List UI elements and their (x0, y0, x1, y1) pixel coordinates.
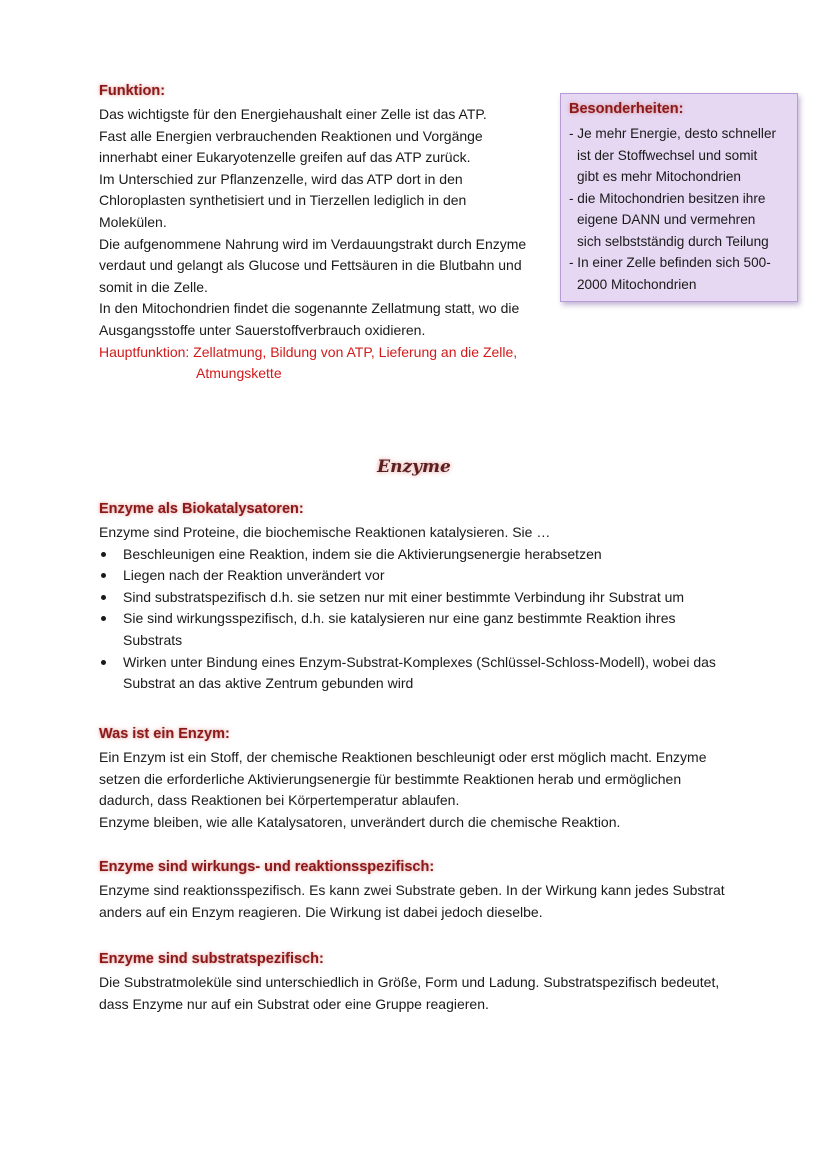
funktion-text (99, 104, 549, 385)
was-ist-heading: Was ist ein Enzym: (99, 726, 230, 742)
besonderheiten-box (560, 93, 798, 302)
text-line: Ein Enzym ist ein Stoff, der chemische Reaktionen beschleunigt oder erst möglich macht. Enzyme (99, 749, 707, 765)
list-item-text: Beschleunigen eine Reaktion, indem sie die Aktivierungsenergie herabsetzen (123, 545, 602, 562)
text-line: somit in die Zelle. (99, 278, 208, 295)
wirkungsspezifisch-text (99, 880, 739, 923)
text-line: Ausgangsstoffe unter Sauerstoffverbrauch oxidieren. (99, 321, 426, 338)
item-text: gibt es mehr Mitochondrien (577, 169, 741, 184)
text-line: Die aufgenommene Nahrung wird im Verdauungstrakt durch Enzyme (99, 235, 527, 252)
text-line: In den Mitochondrien findet die sogenannte Zellatmung statt, wo die (99, 300, 520, 317)
text-line: Im Unterschied zur Pflanzenzelle, wird das ATP dort in den (99, 170, 463, 187)
text-line: setzen die erforderliche Aktivierungsenergie für bestimmte Reaktionen herab und ermöglichen (99, 770, 682, 787)
was-ist-section (99, 726, 739, 833)
text-line: anders auf ein Enzym reagieren. Die Wirkung ist dabei jedoch dieselbe. (99, 903, 543, 920)
item-text: - In einer Zelle befinden sich 500- (569, 255, 771, 270)
list-item (99, 608, 739, 651)
text-line: verdaut und gelangt als Glucose und Fettsäuren in die Blutbahn und (99, 257, 522, 274)
list-item (99, 565, 739, 587)
list-item-text: Substrat an das aktive Zentrum gebunden wird (123, 675, 414, 692)
besonderheiten-heading: Besonderheiten: (569, 101, 684, 117)
hauptfunktion-line: Hauptfunktion: Zellatmung, Bildung von ATP, Lieferung an die Zelle, (99, 343, 518, 360)
besonderheiten-item (569, 123, 789, 188)
item-text: sich selbstständig durch Teilung (577, 233, 769, 249)
list-item-text: Substrats (123, 631, 183, 648)
was-ist-text (99, 747, 739, 833)
besonderheiten-item (569, 188, 789, 253)
text-line: dadurch, dass Reaktionen bei Körpertemperatur ablaufen. (99, 792, 460, 809)
substratspezifisch-text (99, 972, 739, 1015)
text-line: innerhabt einer Eukaryotenzelle greifen auf das ATP zurück. (99, 149, 471, 166)
text-line: Molekülen. (99, 213, 167, 230)
text-line: Fast alle Energien verbrauchenden Reaktionen und Vorgänge (99, 127, 483, 144)
text-line: Enzyme sind reaktionsspezifisch. Es kann zwei Substrate geben. In der Wirkung kann jedes Substrat (99, 882, 725, 898)
item-text: ist der Stoffwechsel und somit (577, 147, 758, 163)
text-line: Das wichtigste für den Energiehaushalt einer Zelle ist das ATP. (99, 106, 487, 122)
hauptfunktion-line: Atmungskette (196, 365, 282, 382)
text-line: Chloroplasten synthetisiert und in Tierzellen lediglich in den (99, 192, 467, 209)
funktion-heading: Funktion: (99, 83, 166, 99)
item-text: eigene DANN und vermehren (577, 212, 756, 227)
list-item-text: Liegen nach der Reaktion unverändert vor (123, 567, 385, 584)
funktion-section (99, 83, 549, 385)
substratspezifisch-heading: Enzyme sind substratspezifisch: (99, 951, 324, 967)
item-text: - die Mitochondrien besitzen ihre (569, 190, 766, 206)
list-item-text: Sind substratspezifisch d.h. sie setzen nur mit einer bestimmte Verbindung ihr Substrat um (123, 588, 685, 605)
text-line: dass Enzyme nur auf ein Substrat oder eine Gruppe reagieren. (99, 995, 489, 1012)
bullet-list (99, 544, 739, 695)
enzyme-title: Enzyme (377, 457, 451, 477)
besonderheiten-item (569, 252, 789, 295)
text-line: Enzyme bleiben, wie alle Katalysatoren, unverändert durch die chemische Reaktion. (99, 813, 621, 830)
biokatalysatoren-heading: Enzyme als Biokatalysatoren: (99, 501, 304, 517)
wirkungsspezifisch-heading: Enzyme sind wirkungs- und reaktionsspezifisch: (99, 859, 435, 875)
list-item-text: Sie sind wirkungsspezifisch, d.h. sie katalysieren nur eine ganz bestimmte Reaktion ihres (123, 610, 676, 627)
biokatalysatoren-intro: Enzyme sind Proteine, die biochemische Reaktionen katalysieren. Sie … (99, 524, 551, 540)
list-item (99, 544, 739, 566)
biokatalysatoren-section (99, 501, 739, 695)
item-text: 2000 Mitochondrien (577, 276, 697, 292)
item-text: - Je mehr Energie, desto schneller (569, 126, 777, 141)
list-item-text: Wirken unter Bindung eines Enzym-Substrat-Komplexes (Schlüssel-Schloss-Modell), wobei das (123, 653, 716, 670)
list-item (99, 587, 739, 609)
text-line: Die Substratmoleküle sind unterschiedlich in Größe, Form und Ladung. Substratspezifisch bedeutet, (99, 974, 720, 990)
wirkungsspezifisch-section (99, 859, 739, 923)
list-item (99, 652, 739, 695)
substratspezifisch-section (99, 951, 739, 1015)
